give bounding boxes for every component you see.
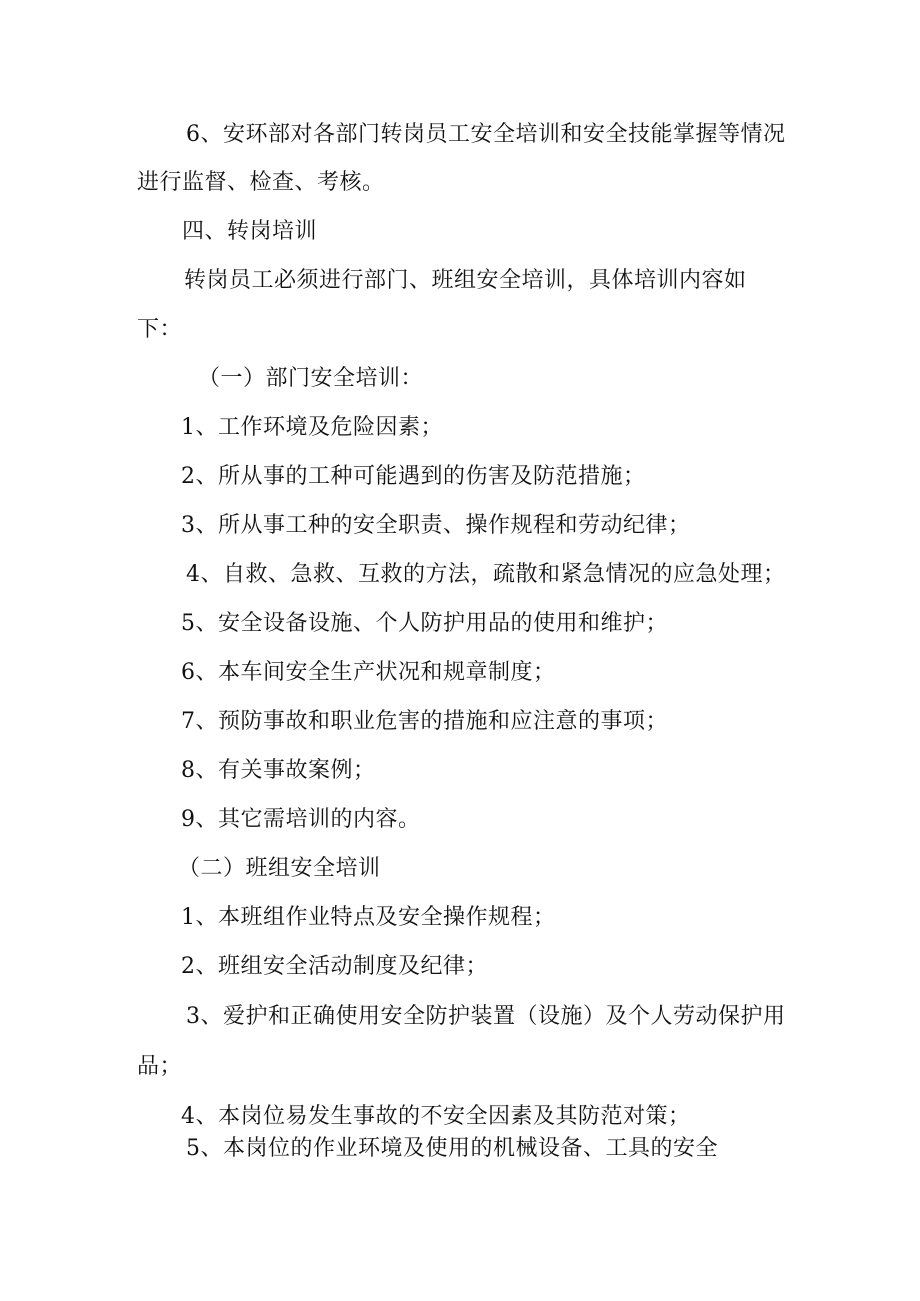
list-item-continuation: 品； [137, 1054, 183, 1079]
list-item: 4、本岗位易发生事故的不安全因素及其防范对策； [181, 1104, 691, 1129]
list-item: 2、班组安全活动制度及纪律； [181, 954, 488, 979]
list-item: 5、本岗位的作业环境及使用的机械设备、工具的安全 [186, 1136, 718, 1161]
paragraph-line: 进行监督、检查、考核。 [137, 170, 385, 195]
paragraph-line: 6、安环部对各部门转岗员工安全培训和安全技能掌握等情况 [186, 122, 786, 147]
paragraph-line: 下： [137, 317, 183, 342]
section-heading: 四、转岗培训 [182, 219, 318, 244]
paragraph-line: 转岗员工必须进行部门、班组安全培训，具体培训内容如 [184, 268, 747, 293]
subsection-heading: （一）部门安全培训： [198, 366, 424, 391]
list-item: 6、本车间安全生产状况和规章制度； [181, 660, 556, 685]
list-item: 1、工作环境及危险因素； [181, 415, 443, 440]
list-item: 4、自救、急救、互救的方法，疏散和紧急情况的应急处理； [186, 562, 786, 587]
list-item: 8、有关事故案例； [181, 758, 376, 783]
list-item: 5、安全设备设施、个人防护用品的使用和维护； [181, 611, 668, 636]
subsection-heading: （二）班组安全培训 [178, 856, 381, 881]
list-item: 3、爱护和正确使用安全防护装置（设施）及个人劳动保护用 [186, 1004, 786, 1029]
list-item: 1、本班组作业特点及安全操作规程； [181, 905, 556, 930]
list-item: 2、所从事的工种可能遇到的伤害及防范措施； [181, 464, 646, 489]
list-item: 7、预防事故和职业危害的措施和应注意的事项； [181, 709, 668, 734]
list-item: 3、所从事工种的安全职责、操作规程和劳动纪律； [181, 513, 691, 538]
list-item: 9、其它需培训的内容。 [181, 807, 421, 832]
